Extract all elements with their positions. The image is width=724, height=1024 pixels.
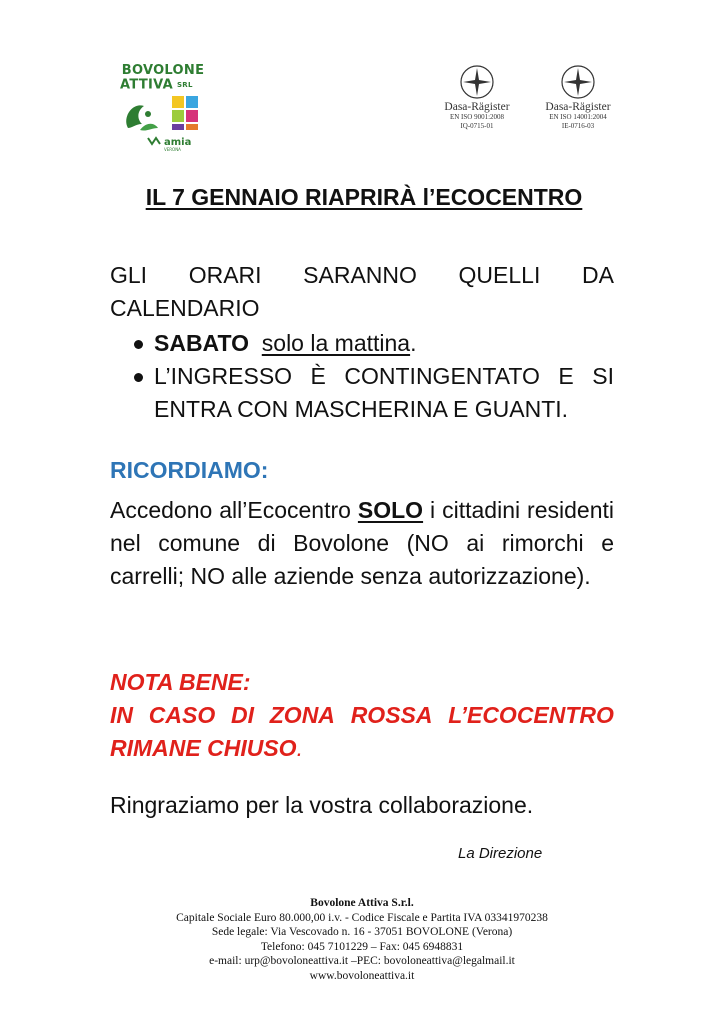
list-item-saturday: SABATO solo la mattina. [130, 327, 614, 360]
thanks-text: Ringraziamo per la vostra collaborazione. [110, 792, 534, 818]
logo-emblem [118, 94, 208, 152]
schedule-intro-line1: GLI ORARI SARANNO QUELLI DA [110, 262, 614, 288]
logo-title-suffix: SRL [176, 81, 193, 89]
certification-name: Dasa-Rägister [545, 101, 611, 113]
warning-heading: NOTA BENE: [110, 669, 251, 695]
certification-iso14001 [538, 64, 618, 131]
signature: La Direzione [458, 845, 543, 862]
saturday-label: SABATO [154, 330, 249, 356]
footer-capital: Capitale Sociale Euro 80.000,00 i.v. - Codice Fiscale e Partita IVA 03341970238 [176, 911, 548, 924]
certification-code: IE-0716-03 [561, 122, 595, 130]
footer-phone: Telefono: 045 7101229 – Fax: 045 6948831 [260, 940, 464, 953]
logo-title-line1: BOVOLONE [121, 63, 205, 78]
certification-mark-icon [459, 64, 495, 100]
certification-code: IQ-0715-01 [460, 122, 494, 130]
company-footer [100, 896, 624, 983]
reminder-heading: RICORDIAMO: [110, 457, 269, 483]
logo-title-line2: ATTIVA [120, 77, 173, 93]
certification-standard: EN ISO 14001:2004 [549, 113, 607, 121]
reminder-emphasis: SOLO [357, 497, 424, 523]
notice-title: IL 7 GENNAIO RIAPRIRÀ l’ECOCENTRO [145, 184, 583, 210]
footer-website: www.bovoloneattiva.it [309, 969, 415, 982]
footer-address: Sede legale: Via Vescovado n. 16 - 37051 BOVOLONE (Verona) [211, 926, 513, 938]
footer-email: e-mail: urp@bovoloneattiva.it –PEC: bovoloneattiva@legalmail.it [209, 955, 515, 967]
entry-rules-text: L’INGRESSO È CONTINGENTATO E SI ENTRA CON MASCHERINA E GUANTI. [154, 363, 614, 422]
certification-name: Dasa-Rägister [444, 101, 510, 113]
schedule-intro [110, 259, 614, 325]
warning-line-closing: RIMANE CHIUSO. [110, 735, 303, 761]
list-item-entry-rules [130, 360, 614, 426]
rules-list [130, 327, 614, 426]
partner-sub: VERONA [164, 147, 181, 152]
schedule-intro-line2: CALENDARIO [110, 295, 260, 321]
company-logo [118, 64, 208, 152]
logo-title [118, 64, 208, 93]
bullet-icon [134, 340, 143, 349]
reminder-text: Accedono all’Ecocentro SOLO i cittadini residenti nel comune di Bovolone (NO ai rimorchi e carrelli; NO alle aziende senza autorizzazione). [110, 497, 614, 589]
certification-mark-icon [560, 64, 596, 100]
saturday-hours: solo la mattina [261, 330, 411, 356]
partner-name: amia [164, 137, 192, 148]
bullet-icon [134, 373, 143, 382]
certification-iso9001 [437, 64, 517, 131]
warning-line: IN CASO DI ZONA ROSSA L’ECOCENTRO [110, 702, 614, 728]
certification-standard: EN ISO 9001:2008 [449, 113, 505, 121]
red-zone-warning [110, 666, 614, 765]
footer-company-name: Bovolone Attiva S.r.l. [310, 897, 414, 909]
